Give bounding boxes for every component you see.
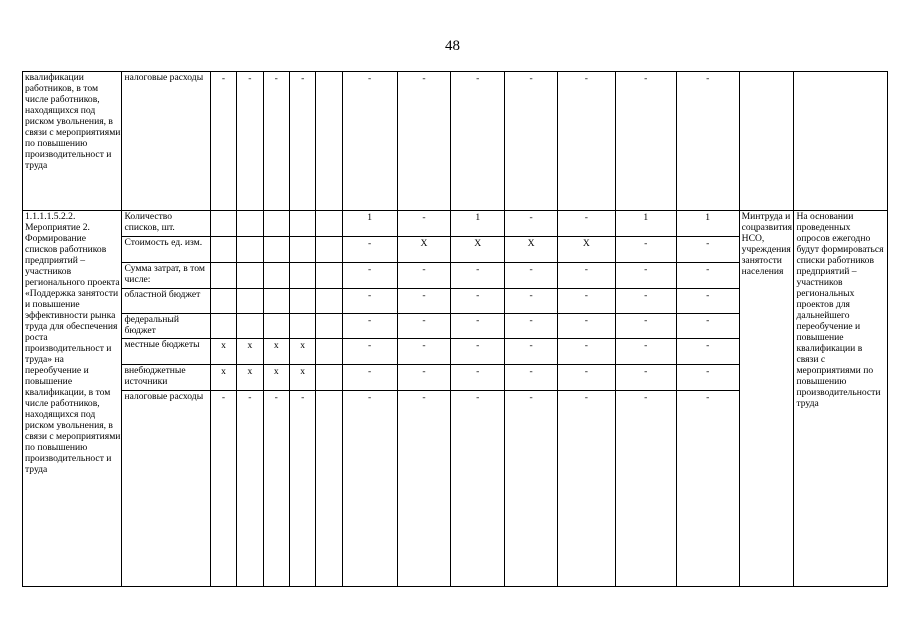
value-cell: -	[397, 339, 451, 365]
value-cell	[289, 263, 315, 289]
value-cell: -	[557, 391, 615, 587]
value-cell: -	[289, 72, 315, 211]
value-cell: -	[397, 263, 451, 289]
value-cell: -	[676, 237, 739, 263]
value-cell: -	[557, 314, 615, 339]
value-cell: -	[676, 365, 739, 391]
value-cell	[210, 289, 236, 314]
value-cell: -	[342, 289, 397, 314]
value-cell: -	[676, 263, 739, 289]
value-cell	[289, 211, 315, 237]
value-cell	[316, 314, 342, 339]
value-cell: 1	[615, 211, 676, 237]
value-cell	[316, 391, 342, 587]
value-cell: -	[615, 72, 676, 211]
value-cell	[316, 289, 342, 314]
value-cell: 1	[342, 211, 397, 237]
value-cell	[237, 211, 263, 237]
value-cell	[237, 314, 263, 339]
value-cell: -	[451, 391, 505, 587]
value-cell	[316, 72, 342, 211]
value-cell	[237, 289, 263, 314]
value-cell: -	[397, 391, 451, 587]
value-cell: -	[505, 391, 558, 587]
value-cell: -	[676, 72, 739, 211]
value-cell: x	[237, 365, 263, 391]
program-table	[22, 71, 888, 587]
value-cell: -	[451, 314, 505, 339]
value-cell: X	[451, 237, 505, 263]
value-cell: -	[451, 72, 505, 211]
value-cell	[263, 263, 289, 289]
value-cell	[316, 365, 342, 391]
value-cell	[263, 237, 289, 263]
value-cell: x	[263, 365, 289, 391]
value-cell: -	[615, 339, 676, 365]
value-cell	[316, 339, 342, 365]
value-cell	[289, 314, 315, 339]
value-cell: -	[342, 72, 397, 211]
indicator-cell: Сумма затрат, в том числе:	[122, 263, 210, 289]
value-cell: X	[557, 237, 615, 263]
value-cell: -	[263, 391, 289, 587]
value-cell: -	[615, 365, 676, 391]
value-cell: -	[397, 365, 451, 391]
value-cell: -	[397, 289, 451, 314]
value-cell: -	[397, 314, 451, 339]
value-cell: 1	[451, 211, 505, 237]
value-cell	[237, 263, 263, 289]
value-cell: -	[505, 314, 558, 339]
value-cell	[237, 237, 263, 263]
value-cell: -	[557, 211, 615, 237]
indicator-cell: налоговые расходы	[122, 72, 210, 211]
value-cell: -	[505, 339, 558, 365]
value-cell: x	[263, 339, 289, 365]
value-cell: -	[505, 263, 558, 289]
result-cell: На основании проведенных опросов ежегодно будут формироваться списки работников предприятий – участников региональных проектов для дальнейшего переобучение и повышение квалификации в связи с мероприятиями по повышению производительности труда	[794, 211, 888, 587]
value-cell: -	[342, 263, 397, 289]
value-cell: -	[557, 289, 615, 314]
page-number: 48	[445, 38, 460, 54]
value-cell: X	[505, 237, 558, 263]
value-cell: -	[557, 72, 615, 211]
indicator-cell: внебюджетные источники	[122, 365, 210, 391]
value-cell: -	[237, 72, 263, 211]
value-cell: -	[557, 263, 615, 289]
indicator-cell: местные бюджеты	[122, 339, 210, 365]
value-cell: x	[237, 339, 263, 365]
value-cell: -	[342, 339, 397, 365]
value-cell: -	[505, 365, 558, 391]
value-cell: -	[263, 72, 289, 211]
value-cell: x	[210, 339, 236, 365]
value-cell	[289, 237, 315, 263]
value-cell: -	[210, 391, 236, 587]
value-cell: -	[615, 314, 676, 339]
indicator-cell: федеральный бюджет	[122, 314, 210, 339]
value-cell	[210, 211, 236, 237]
value-cell: -	[615, 391, 676, 587]
value-cell: -	[615, 289, 676, 314]
value-cell: 1	[676, 211, 739, 237]
value-cell: -	[676, 391, 739, 587]
value-cell: -	[397, 72, 451, 211]
value-cell	[263, 314, 289, 339]
indicator-cell: налоговые расходы	[122, 391, 210, 587]
value-cell	[210, 263, 236, 289]
value-cell: -	[210, 72, 236, 211]
value-cell: -	[557, 339, 615, 365]
value-cell: x	[289, 365, 315, 391]
table-row	[23, 72, 888, 211]
indicator-cell: областной бюджет	[122, 289, 210, 314]
value-cell: -	[676, 289, 739, 314]
value-cell: -	[676, 314, 739, 339]
value-cell: -	[237, 391, 263, 587]
value-cell: -	[342, 314, 397, 339]
value-cell: -	[505, 72, 558, 211]
value-cell	[316, 211, 342, 237]
value-cell: -	[505, 211, 558, 237]
value-cell: -	[342, 365, 397, 391]
value-cell: X	[397, 237, 451, 263]
value-cell	[316, 263, 342, 289]
value-cell: -	[676, 339, 739, 365]
value-cell	[263, 211, 289, 237]
measure-desc-cell: 1.1.1.1.5.2.2. Мероприятие 2. Формирование списков работников предприятий – участников регионального проекта «Поддержка занятости и повышение эффективности рынка труда для обеспечения роста производительност и труда» на переобучение и повышение квалификации, в том числе работников, находящихся под риском увольнения, в связи с мероприятиями по повышению производительност и труда	[23, 211, 122, 587]
value-cell: -	[615, 237, 676, 263]
value-cell: -	[451, 263, 505, 289]
value-cell	[263, 289, 289, 314]
indicator-cell: Стоимость ед. изм.	[122, 237, 210, 263]
value-cell	[316, 237, 342, 263]
value-cell	[289, 289, 315, 314]
executor-cell	[739, 72, 794, 211]
value-cell: x	[289, 339, 315, 365]
executor-cell: Минтруда и соцразвития НСО, учреждения занятости населения	[739, 211, 794, 587]
result-cell	[794, 72, 888, 211]
prev-desc-cell: квалификации работников, в том числе работников, находящихся под риском увольнения, в связи с мероприятиями по повышению производительност и труда	[23, 72, 122, 211]
value-cell: -	[505, 289, 558, 314]
value-cell: -	[289, 391, 315, 587]
table-row	[23, 211, 888, 237]
value-cell: -	[342, 237, 397, 263]
value-cell: -	[615, 263, 676, 289]
value-cell: -	[557, 365, 615, 391]
value-cell: -	[342, 391, 397, 587]
indicator-cell: Количество списков, шт.	[122, 211, 210, 237]
value-cell: -	[397, 211, 451, 237]
value-cell	[210, 314, 236, 339]
value-cell: x	[210, 365, 236, 391]
value-cell: -	[451, 289, 505, 314]
value-cell: -	[451, 365, 505, 391]
value-cell: -	[451, 339, 505, 365]
value-cell	[210, 237, 236, 263]
